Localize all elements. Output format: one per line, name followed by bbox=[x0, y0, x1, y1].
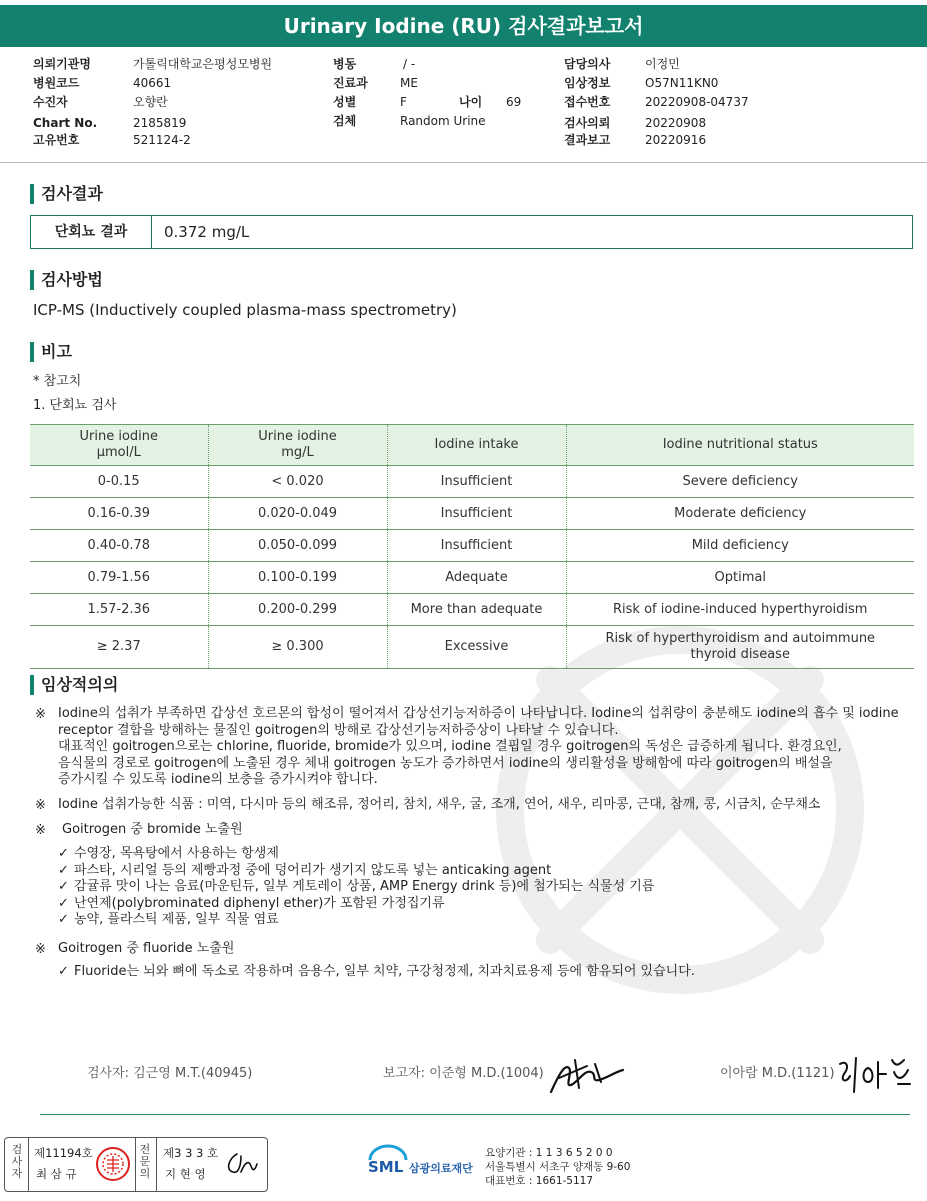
doctor-signature-label: 이아람 M.D.(1121) bbox=[720, 1066, 835, 1081]
specialist-signature-image bbox=[223, 1150, 259, 1178]
remark-note: 1. 단회뇨 검사 bbox=[33, 398, 117, 413]
check-icon: ✓ bbox=[58, 964, 69, 979]
table-header: Urine iodine mg/L bbox=[208, 425, 387, 466]
info-value: ME bbox=[400, 76, 418, 90]
info-value: / - bbox=[403, 57, 416, 71]
table-cell: 0.40-0.78 bbox=[30, 530, 208, 562]
table-header: Iodine intake bbox=[387, 425, 566, 466]
info-value: O57N11KN0 bbox=[645, 76, 719, 90]
table-cell: ≥ 0.300 bbox=[208, 626, 387, 669]
org-name: 삼광의료재단 bbox=[409, 1162, 473, 1175]
doctor-signature-image bbox=[834, 1054, 914, 1096]
note-mark: ※ bbox=[35, 707, 46, 722]
info-value: Random Urine bbox=[400, 114, 486, 128]
license-box-label: 전문의 bbox=[139, 1143, 151, 1180]
info-label: 담당의사 bbox=[564, 57, 611, 71]
license-number: 제3 3 3 호 bbox=[163, 1146, 219, 1160]
info-label: 접수번호 bbox=[564, 95, 611, 109]
remark-note: * 참고치 bbox=[33, 374, 82, 389]
check-icon: ✓ bbox=[58, 879, 69, 894]
license-box-label: 검사자 bbox=[11, 1143, 23, 1180]
footer-divider bbox=[40, 1114, 910, 1115]
table-cell: 1.57-2.36 bbox=[30, 594, 208, 626]
table-cell: ≥ 2.37 bbox=[30, 626, 208, 669]
info-label: 검사의뢰 bbox=[564, 116, 611, 130]
info-value: 521124-2 bbox=[133, 133, 191, 147]
reference-table bbox=[30, 424, 914, 669]
check-icon: ✓ bbox=[58, 862, 69, 878]
tester-signature-label: 검사자: 김근영 M.T.(40945) bbox=[87, 1066, 253, 1081]
table-cell: 0.050-0.099 bbox=[208, 530, 387, 562]
info-label: 고유번호 bbox=[33, 133, 80, 147]
section-title-remarks: 비고 bbox=[30, 342, 72, 362]
table-row bbox=[30, 498, 914, 530]
table-cell: Severe deficiency bbox=[566, 466, 914, 498]
table-cell: 0.200-0.299 bbox=[208, 594, 387, 626]
section-title-method: 검사방법 bbox=[30, 270, 103, 290]
table-cell: Optimal bbox=[566, 562, 914, 594]
bromide-title: Goitrogen 중 bromide 노출원 bbox=[62, 822, 243, 837]
table-cell: Risk of hyperthyroidism and autoimmune thyroid disease bbox=[566, 626, 914, 669]
box-divider bbox=[156, 1138, 157, 1191]
fluoride-title: Goitrogen 중 fluoride 노출원 bbox=[58, 941, 235, 956]
info-label: 수진자 bbox=[33, 95, 68, 109]
table-cell: 0.79-1.56 bbox=[30, 562, 208, 594]
info-value: 20220908 bbox=[645, 116, 707, 130]
info-value: 가톨릭대학교은평성모병원 bbox=[133, 57, 273, 71]
table-row bbox=[30, 562, 914, 594]
table-cell: Insufficient bbox=[387, 530, 566, 562]
table-cell: Adequate bbox=[387, 562, 566, 594]
report-title: Urinary Iodine (RU) 검사결과보고서 bbox=[0, 5, 927, 47]
info-value: 2185819 bbox=[133, 116, 187, 130]
list-item: ✓ 수영장, 목욕탕에서 사용하는 항생제 bbox=[58, 846, 279, 861]
table-header: Iodine nutritional status bbox=[566, 425, 914, 466]
table-cell: Insufficient bbox=[387, 498, 566, 530]
info-value: 오향란 bbox=[133, 95, 168, 109]
table-cell: 0.100-0.199 bbox=[208, 562, 387, 594]
box-divider bbox=[135, 1138, 136, 1191]
table-row bbox=[30, 530, 914, 562]
note-mark: ※ bbox=[35, 942, 46, 957]
table-header: Urine iodine μmol/L bbox=[30, 425, 208, 466]
reporter-signature-image bbox=[545, 1052, 627, 1098]
reporter-signature-label: 보고자: 이준형 M.D.(1004) bbox=[383, 1066, 544, 1081]
info-value: 40661 bbox=[133, 76, 172, 90]
info-label: 결과보고 bbox=[564, 133, 611, 147]
result-label: 단회뇨 결과 bbox=[31, 216, 152, 248]
header-divider bbox=[0, 162, 927, 163]
info-label: 병원코드 bbox=[33, 76, 80, 90]
institution-code: 요양기관 : 1 1 3 6 5 2 0 0 bbox=[485, 1147, 613, 1159]
method-text: ICP-MS (Inductively coupled plasma-mass spectrometry) bbox=[33, 301, 457, 319]
result-box bbox=[30, 215, 913, 249]
table-cell: < 0.020 bbox=[208, 466, 387, 498]
official-seal-icon bbox=[95, 1146, 131, 1182]
box-divider bbox=[28, 1138, 29, 1191]
check-icon: ✓ bbox=[58, 912, 69, 927]
table-cell: 0-0.15 bbox=[30, 466, 208, 498]
license-number: 제11194호 bbox=[34, 1146, 93, 1160]
age-value: 69 bbox=[506, 95, 522, 109]
info-label: Chart No. bbox=[33, 116, 98, 130]
logo-text: SML bbox=[368, 1158, 404, 1176]
table-cell: Risk of iodine-induced hyperthyroidism bbox=[566, 594, 914, 626]
table-cell: Insufficient bbox=[387, 466, 566, 498]
table-row bbox=[30, 594, 914, 626]
table-cell: Moderate deficiency bbox=[566, 498, 914, 530]
info-label: 의뢰기관명 bbox=[33, 57, 91, 71]
list-item: ✓ 농약, 플라스틱 제품, 일부 직물 염료 bbox=[58, 912, 279, 927]
list-item: ✓ 파스타, 시리얼 등의 제빵과정 중에 덩어리가 생기지 않도록 넣는 anticaking agent bbox=[58, 862, 552, 878]
org-address: 서울특별시 서초구 양재동 9-60 bbox=[485, 1161, 631, 1173]
table-cell: Mild deficiency bbox=[566, 530, 914, 562]
check-icon: ✓ bbox=[58, 895, 69, 911]
clinical-paragraph: Iodine의 섭취가 부족하면 갑상선 호르몬의 합성이 떨어져서 갑상선기능저하증이 나타납니다. Iodine의 섭취량이 충분해도 iodine의 흡수 및 iodine receptor 결합을 방해하는 물질인 goitrogen의 방해로 갑상선기능저하증상이 나타날 수 있습니다. 대표적인 goitrogen으로는 chlorine, fluoride, bromide가 있으며, iodine 결핍일 경우 goitrogen의 독성은 급증하게 됩니다. 환경요인, 음식물의 경로로 goitrogen에 노출된 경우 체내 goitrogen 농도가 증가하면서 iodine의 생리활성을 방해함에 따라 goitrogen의 배설을 증가시킬 수 있도록 iodine의 보충을 증가시켜야 합니다. bbox=[58, 706, 899, 787]
list-item: ✓ 감귤류 맛이 나는 음료(마운틴듀, 일부 게토레이 상품, AMP Energy drink 등)에 첨가되는 식물성 기름 bbox=[58, 879, 655, 894]
info-value: 이정민 bbox=[645, 57, 680, 71]
table-cell: Excessive bbox=[387, 626, 566, 669]
table-header-row bbox=[30, 425, 914, 466]
info-label: 임상정보 bbox=[564, 76, 611, 90]
license-box bbox=[4, 1137, 268, 1192]
info-value: 20220916 bbox=[645, 133, 707, 147]
bromide-list bbox=[58, 846, 654, 929]
result-value: 0.372 mg/L bbox=[164, 223, 250, 241]
list-item: ✓ Fluoride는 뇌와 뼈에 독소로 작용하며 음용수, 일부 치약, 구강청정제, 치과치료용제 등에 함유되어 있습니다. bbox=[58, 964, 695, 979]
info-label: 진료과 bbox=[333, 76, 368, 90]
section-title-clinical: 임상적의의 bbox=[30, 675, 118, 695]
section-title-result: 검사결과 bbox=[30, 184, 103, 204]
table-cell: 0.020-0.049 bbox=[208, 498, 387, 530]
note-mark: ※ bbox=[35, 823, 46, 838]
license-holder: 최 삼 규 bbox=[36, 1167, 77, 1181]
fluoride-list bbox=[58, 964, 695, 981]
license-holder: 지 현 영 bbox=[165, 1167, 206, 1181]
table-cell: 0.16-0.39 bbox=[30, 498, 208, 530]
table-cell: More than adequate bbox=[387, 594, 566, 626]
list-item: ✓ 난연제(polybrominated diphenyl ether)가 포함된 가정집기류 bbox=[58, 895, 445, 911]
iodine-foods-text: Iodine 섭취가능한 식품 : 미역, 다시마 등의 해조류, 정어리, 참치, 새우, 굴, 조개, 연어, 새우, 리마콩, 근대, 참깨, 콩, 시금치, 순무채소 bbox=[58, 797, 821, 812]
info-value: 20220908-04737 bbox=[645, 95, 749, 109]
table-row bbox=[30, 626, 914, 669]
info-value: F bbox=[400, 95, 407, 109]
info-label: 성별 bbox=[333, 95, 357, 109]
note-mark: ※ bbox=[35, 798, 46, 813]
info-label: 병동 bbox=[333, 57, 357, 71]
org-phone: 대표번호 : 1661-5117 bbox=[485, 1175, 594, 1187]
info-label: 검체 bbox=[333, 114, 357, 128]
table-row bbox=[30, 466, 914, 498]
check-icon: ✓ bbox=[58, 846, 69, 861]
age-label: 나이 bbox=[459, 95, 483, 109]
